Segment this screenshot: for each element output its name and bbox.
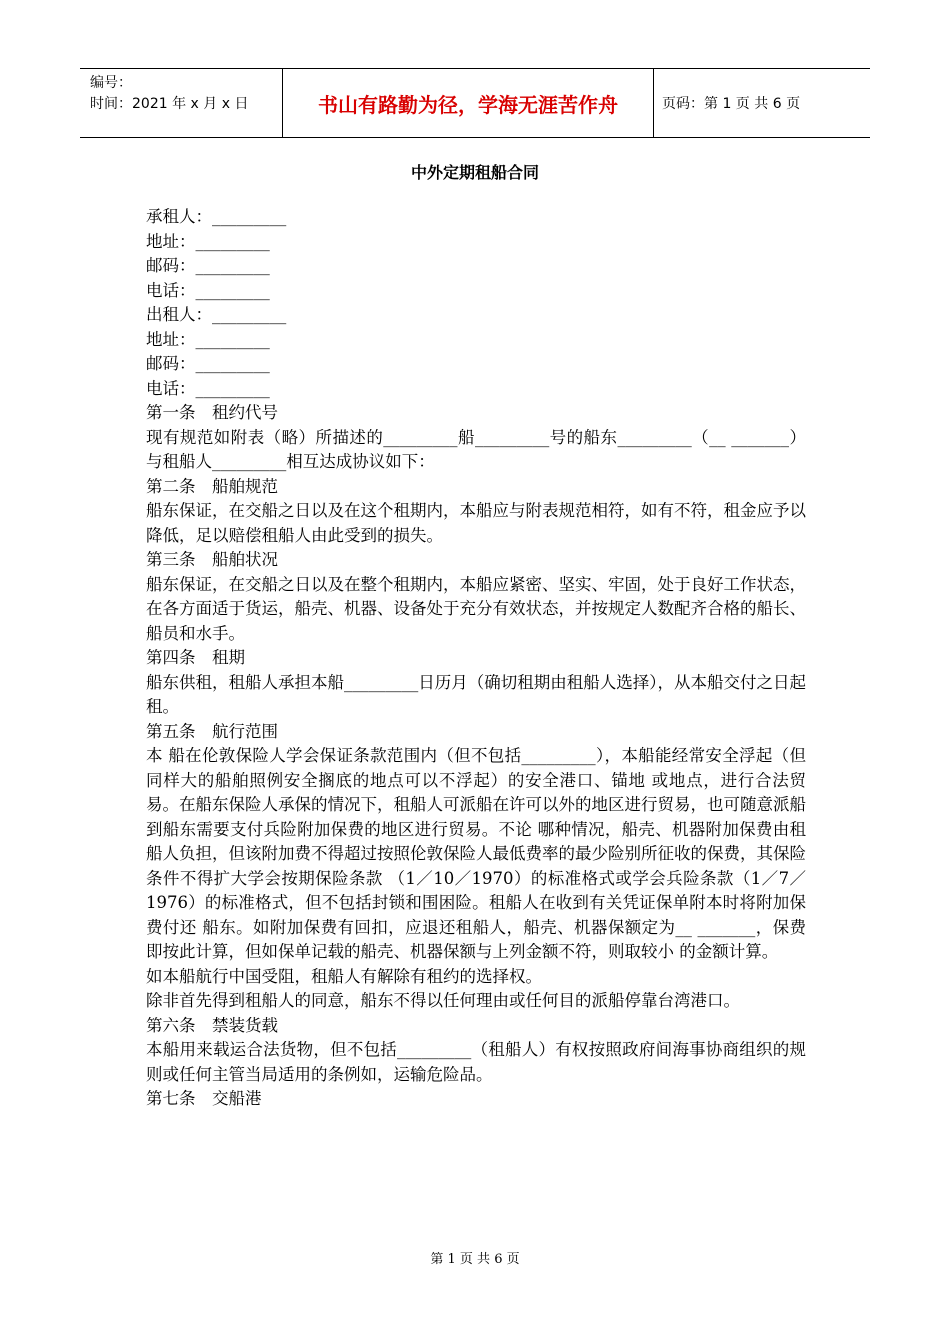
article-5-heading: 第五条 航行范围 bbox=[146, 721, 278, 741]
article-5-text-2: 如本船航行中国受阻，租船人有解除有租约的选择权。 bbox=[146, 966, 542, 986]
line-lessor-address: 地址：_________ bbox=[146, 329, 270, 349]
article-1-heading: 第一条 租约代号 bbox=[146, 403, 278, 422]
line-lessee-phone: 电话：_________ bbox=[146, 280, 270, 300]
line-lessee-address: 地址：_________ bbox=[146, 231, 270, 251]
line-lessor: 出租人：_________ bbox=[146, 305, 287, 324]
line-lessee-postcode: 邮码：_________ bbox=[146, 256, 270, 275]
article-5-text: 本 船在伦敦保险人学会保证条款范围内（但不包括_________），本船能经常安全浮起（但同样大的船舶照例安全搁底的地点可以不浮起）的安全港口、锚地 或地点，进行合法贸易。在船东保险人承保的情况下，租船人可派船在许可以外的地区进行贸易，也可随意派船到船东需要支付兵险附加保费的地区进行贸易。不论 哪种情况，船壳、机器附加保费由租船人负担，但该附加费不得超过按照伦敦保险人最低费率的最少险别所征收的保费，其保险条件不得扩大学会按期保险条款 （1／10／1970）的标准格式或学会兵险条款（1／7／1976）的标准格式，但不包括封锁和围困险。租船人在收到有关凭证保单附本时将附加保费付还 船东。如附加保费有回扣，应退还租船人，船壳、机器保额定为__ _______，保费即按此计算，但如保单记载的船壳、机器保额与上列金额不符，则取较小 的金额计算。 bbox=[146, 746, 806, 961]
time-label: 时间：2021 年 x 月 x 日 bbox=[90, 96, 249, 112]
line-lessor-phone: 电话：_________ bbox=[146, 378, 270, 398]
article-4-heading: 第四条 租期 bbox=[146, 648, 245, 667]
article-4-text: 船东供租，租船人承担本船_________日历月（确切租期由租船人选择），从本船交付之日起租。 bbox=[146, 672, 806, 716]
article-6-heading: 第六条 禁装货载 bbox=[146, 1015, 278, 1035]
article-1-text: 现有规范如附表（略）所描述的_________船_________号的船东_________（__ _______）与租船人_________相互达成协议如下： bbox=[146, 427, 806, 471]
document-title: 中外定期租船合同 bbox=[410, 163, 539, 182]
article-6-text: 本船用来载运合法货物，但不包括_________（租船人）有权按照政府间海事协商组织的规则或任何主管当局适用的条例如，运输危险品。 bbox=[146, 1040, 806, 1084]
article-3-text: 船东保证，在交船之日以及在整个租期内，本船应紧密、坚实、牢固，处于良好工作状态，在各方面适于货运，船壳、机器、设备处于充分有效状态，并按规定人数配齐合格的船长、船员和水手。 bbox=[146, 574, 806, 643]
header-motto: 书山有路勤为径，学海无涯苦作舟 bbox=[282, 69, 654, 137]
page-footer: 第 1 页 共 6 页 bbox=[430, 1252, 520, 1267]
page-header bbox=[80, 68, 870, 138]
article-3-heading: 第三条 船舶状况 bbox=[146, 550, 278, 569]
article-2-heading: 第二条 船舶规范 bbox=[146, 476, 278, 496]
document-body bbox=[146, 205, 806, 1112]
number-label: 编号： bbox=[90, 75, 132, 91]
article-5-text-3: 除非首先得到租船人的同意，船东不得以任何理由或任何目的派船停靠台湾港口。 bbox=[146, 991, 740, 1010]
line-lessor-postcode: 邮码：_________ bbox=[146, 354, 270, 373]
header-page-info: 页码：第 1 页 共 6 页 bbox=[662, 96, 801, 112]
article-2-text: 船东保证，在交船之日以及在这个租期内，本船应与附表规范相符，如有不符，租金应予以降低，足以赔偿租船人由此受到的损失。 bbox=[146, 501, 806, 545]
article-7-heading: 第七条 交船港 bbox=[146, 1089, 262, 1108]
line-lessee: 承租人：_________ bbox=[146, 207, 287, 226]
header-meta bbox=[80, 69, 282, 137]
